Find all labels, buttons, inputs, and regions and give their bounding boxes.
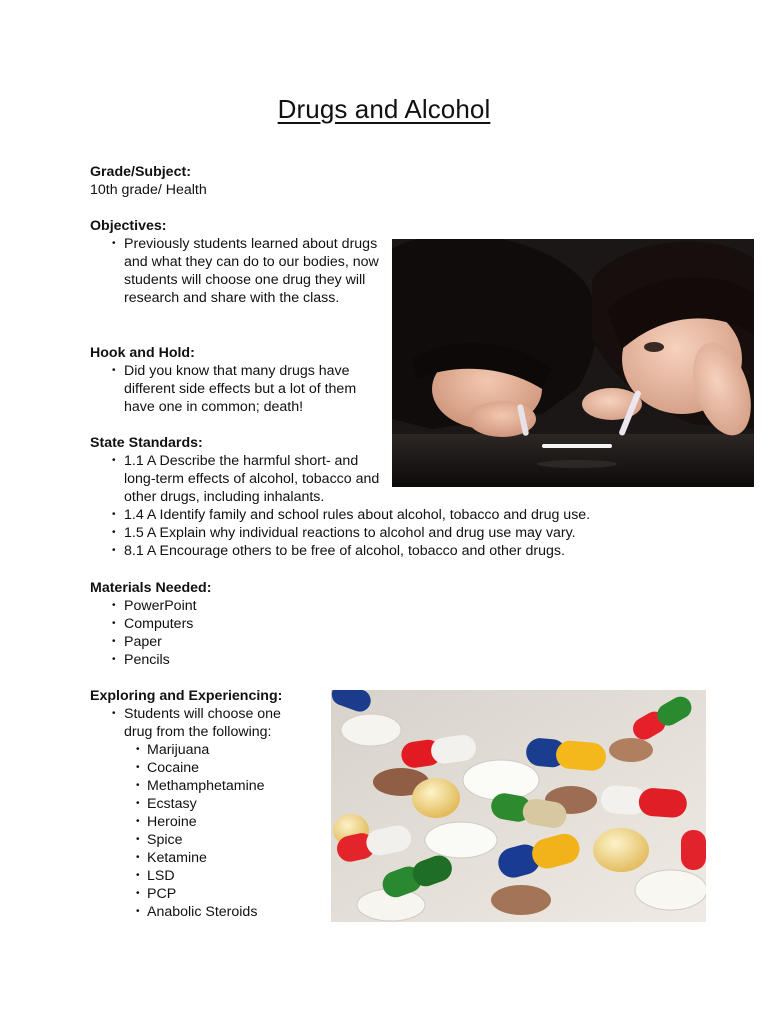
objective-item: • Previously students learned about drugs and what they can do to our bodies, now students will choose one drug they will research and share with the class. — [90, 235, 385, 307]
material-item: • PowerPoint — [90, 597, 211, 615]
hook-heading: Hook and Hold: — [90, 345, 195, 361]
standard-item: • 8.1 A Encourage others to be free of alcohol, tobacco and other drugs. — [90, 542, 650, 560]
photo-pills-graphic — [331, 690, 706, 922]
drug-item: • Anabolic Steroids — [90, 903, 310, 921]
drug-item: • Marijuana — [90, 741, 310, 759]
material-item: • Computers — [90, 615, 211, 633]
drug-item: • LSD — [90, 867, 310, 885]
drug-item: • Ketamine — [90, 849, 310, 867]
drug-item: • Spice — [90, 831, 310, 849]
material-item: • Pencils — [90, 651, 211, 669]
materials-section — [90, 579, 211, 669]
exploring-intro: • Students will choose one drug from the following: — [90, 705, 304, 741]
drug-item: • Heroine — [90, 813, 310, 831]
page-title: Drugs and Alcohol — [277, 94, 491, 124]
exploring-section — [90, 687, 310, 921]
grade-value: 10th grade/ Health — [90, 182, 207, 198]
drug-item: • Cocaine — [90, 759, 310, 777]
standard-item: • 1.1 A Describe the harmful short- and long-term effects of alcohol, tobacco and other drugs, including inhalants. — [90, 452, 382, 506]
standard-item: • 1.5 A Explain why individual reactions to alcohol and drug use may vary. — [90, 524, 650, 542]
hook-item: • Did you know that many drugs have different side effects but a lot of them have one in common; death! — [90, 362, 385, 416]
grade-section — [90, 163, 207, 199]
drug-item: • PCP — [90, 885, 310, 903]
material-item: • Paper — [90, 633, 211, 651]
hook-section — [90, 344, 385, 416]
exploring-heading: Exploring and Experiencing: — [90, 688, 283, 704]
standards-heading: State Standards: — [90, 435, 203, 451]
photo-women-snorting — [392, 239, 754, 487]
drug-item: • Ecstasy — [90, 795, 310, 813]
drug-item: • Methamphetamine — [90, 777, 310, 795]
materials-heading: Materials Needed: — [90, 580, 212, 596]
photo-pills — [331, 690, 706, 922]
standard-item: • 1.4 A Identify family and school rules about alcohol, tobacco and drug use. — [90, 506, 650, 524]
objectives-section — [90, 217, 385, 307]
photo-women-snorting-graphic — [392, 239, 754, 487]
grade-heading: Grade/Subject: — [90, 164, 191, 180]
objectives-heading: Objectives: — [90, 218, 167, 234]
